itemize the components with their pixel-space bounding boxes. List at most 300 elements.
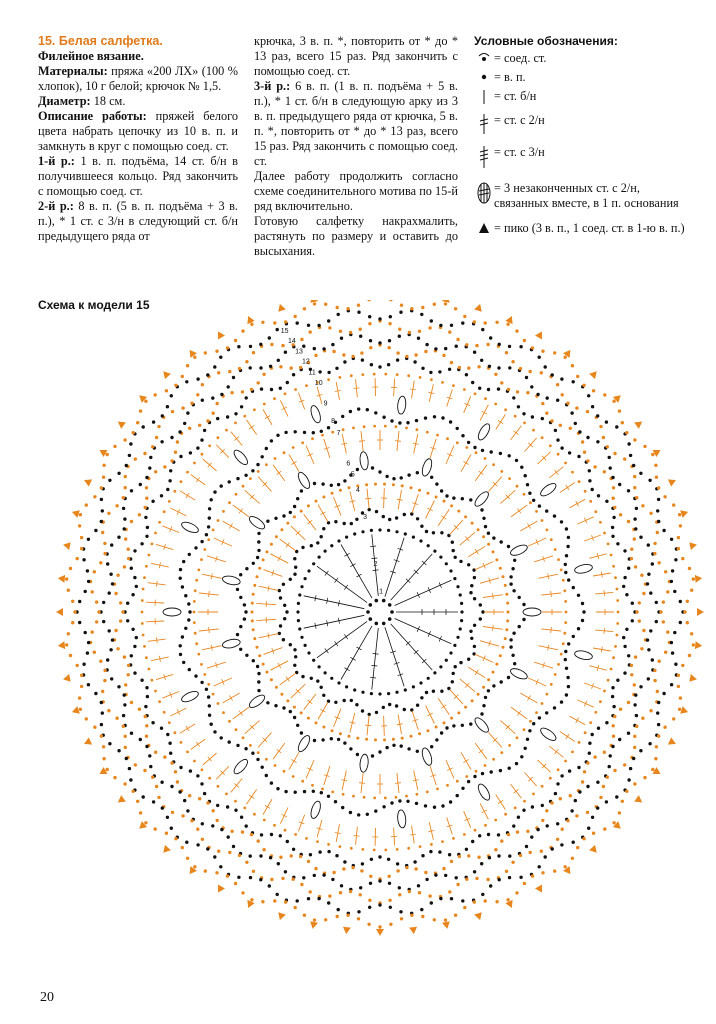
- chart-chain-arch: [613, 715, 616, 718]
- chart-chain-arch: [467, 780, 470, 783]
- chart-chain-arch: [154, 470, 157, 473]
- chart-chain-arch: [284, 900, 287, 903]
- chart-chain-arch: [452, 724, 455, 727]
- chart-chain-arch: [123, 693, 126, 696]
- chart-chain-arch: [313, 302, 316, 305]
- chart-chain-arch: [359, 893, 362, 896]
- chart-chain-arch: [340, 884, 343, 887]
- chart-treble-stitch: [371, 665, 377, 666]
- chart-chain-stitch: [396, 848, 399, 851]
- chart-chain-stitch: [158, 700, 161, 703]
- chart-chain-arch: [662, 692, 665, 695]
- chart-chain-arch: [609, 754, 612, 757]
- chart-chain-arch: [565, 667, 568, 670]
- chart-chain-arch: [133, 576, 136, 579]
- chart-chain-arch: [582, 837, 585, 840]
- chart-chain-arch: [216, 402, 219, 405]
- chart-chain-arch: [67, 589, 70, 592]
- chart-chain-arch: [508, 345, 511, 348]
- chart-chain-stitch: [234, 422, 237, 425]
- chart-chain-arch: [277, 862, 280, 865]
- chart-chain-stitch: [614, 576, 617, 579]
- chart-chain-arch: [550, 419, 553, 422]
- chart-treble-stitch: [304, 615, 365, 628]
- chart-chain-arch: [335, 367, 338, 370]
- chart-chain-stitch: [256, 575, 259, 578]
- chart-chain-arch: [226, 805, 229, 808]
- chart-chain-arch: [469, 722, 472, 725]
- chart-chain-stitch: [203, 673, 206, 676]
- chart-chain-arch: [519, 854, 522, 857]
- chart-chain-arch: [166, 733, 169, 736]
- chart-chain-arch: [184, 627, 187, 630]
- chart-chain-stitch: [439, 665, 442, 668]
- chart-chain-stitch: [361, 848, 364, 851]
- chart-chain-arch: [300, 883, 303, 886]
- chart-chain-arch: [103, 679, 106, 682]
- chart-chain-arch: [111, 582, 114, 585]
- chart-chain-arch: [299, 366, 302, 369]
- chart-chain-arch: [541, 350, 544, 353]
- chart-treble-stitch: [335, 641, 339, 646]
- chart-chain-stitch: [465, 446, 468, 449]
- chart-chain-arch: [583, 770, 586, 773]
- chart-chain-arch: [212, 412, 215, 415]
- chart-chain-stitch: [363, 796, 366, 799]
- chart-chain-arch: [211, 824, 214, 827]
- chart-chain-stitch: [193, 621, 196, 624]
- chart-chain-arch: [623, 576, 626, 579]
- chart-chain-arch: [80, 674, 83, 677]
- diameter-paragraph: Диаметр: 18 см.: [38, 94, 126, 108]
- chart-chain-arch: [205, 533, 208, 536]
- chart-chain-arch: [616, 542, 619, 545]
- chart-chain-stitch: [294, 833, 297, 836]
- chart-chain-arch: [71, 621, 74, 624]
- chart-chain-arch: [671, 569, 674, 572]
- chart-chain-arch: [270, 343, 273, 346]
- chart-chain-arch: [506, 898, 509, 901]
- chart-chain-arch: [508, 876, 511, 879]
- chart-chain-stitch: [584, 490, 587, 493]
- chart-chain-arch: [266, 520, 269, 523]
- chart-chain-arch: [596, 414, 599, 417]
- chart-chain-arch: [286, 840, 289, 843]
- chart-chain-arch: [592, 832, 595, 835]
- chart-chain-arch: [217, 371, 220, 374]
- chart-chain-arch: [331, 343, 334, 346]
- chart-picot: [342, 927, 351, 935]
- chart-chain-arch: [398, 799, 401, 802]
- chart-chain-stitch: [331, 791, 334, 794]
- chart-double-stitch: [230, 523, 233, 528]
- chart-chain-arch: [551, 847, 554, 850]
- chart-double-stitch: [551, 591, 552, 597]
- chart-chain-arch: [385, 746, 388, 749]
- chart-chain-arch: [182, 661, 185, 664]
- chart-chain-arch: [452, 672, 455, 675]
- chart-chain-arch: [257, 532, 260, 535]
- chart-chain-arch: [244, 474, 247, 477]
- chart-chain-arch: [80, 536, 83, 539]
- chart-chain-stitch: [208, 444, 211, 447]
- chart-chain-arch: [565, 527, 568, 530]
- chart-chain-arch: [378, 365, 381, 368]
- chart-chain-arch: [681, 557, 684, 560]
- chart-chain-arch: [343, 522, 346, 525]
- chart-chain-arch: [217, 850, 220, 853]
- chart-chain-stitch: [257, 470, 260, 473]
- chart-chain-arch: [163, 755, 166, 758]
- chart-treble-stitch: [370, 546, 376, 547]
- chart-chain-arch: [369, 882, 372, 885]
- chart-chain-arch: [575, 406, 578, 409]
- chart-chain-arch: [432, 531, 435, 534]
- chart-chain-stitch: [370, 692, 373, 695]
- chart-chain-stitch: [327, 378, 330, 381]
- chart-chain-arch: [520, 466, 523, 469]
- chart-chain-arch: [538, 356, 541, 359]
- chart-chain-stitch: [174, 731, 177, 734]
- chart-chain-arch: [196, 843, 199, 846]
- chart-chain-arch: [410, 914, 413, 917]
- chart-chain-stitch: [557, 663, 560, 666]
- chart-double-stitch: [463, 462, 468, 465]
- chart-chain-arch: [270, 878, 273, 881]
- chart-chain-arch: [487, 532, 490, 535]
- chart-chain-arch: [633, 703, 636, 706]
- chart-chain-arch: [101, 531, 104, 534]
- chart-chain-arch: [276, 787, 279, 790]
- chart-chain-stitch: [384, 797, 387, 800]
- chart-chain-arch: [586, 785, 589, 788]
- round3-paragraph: 3-й р.: 6 в. п. (1 в. п. подъёма + 5 в. п.), * 1 ст. б/н в следующую арку из 3 в. п. предыдущего ряда от крючка, 5 в. п. *, повторить от * до * 13 раз, всего 15 раз. Ряд закончить с помощью соед. ст.: [254, 79, 458, 168]
- chart-chain-arch: [497, 387, 500, 390]
- chart-chain-arch: [266, 701, 269, 704]
- chart-chain-arch: [454, 665, 457, 668]
- chart-chain-arch: [664, 570, 667, 573]
- chart-chain-stitch: [453, 577, 456, 580]
- chart-chain-arch: [670, 580, 673, 583]
- chart-chain-stitch: [327, 843, 330, 846]
- chart-chain-arch: [461, 899, 464, 902]
- page-title: 15. Белая салфетка.: [38, 34, 163, 48]
- chart-cluster: [473, 490, 491, 509]
- chart-chain-arch: [133, 645, 136, 648]
- chart-chain-arch: [651, 658, 654, 661]
- chart-chain-arch: [360, 351, 363, 354]
- chart-chain-stitch: [494, 403, 497, 406]
- chart-chain-stitch: [316, 840, 319, 843]
- chart-chain-stitch: [504, 584, 507, 587]
- chart-chain-arch: [657, 723, 660, 726]
- chart-chain-arch: [91, 590, 94, 593]
- chart-chain-arch: [232, 845, 235, 848]
- chart-chain-arch: [566, 545, 569, 548]
- legend-item: = соед. ст.: [474, 51, 696, 66]
- chart-chain-arch: [206, 373, 209, 376]
- chart-chain-arch: [284, 431, 287, 434]
- chart-chain-arch: [511, 360, 514, 363]
- chart-chain-arch: [608, 765, 611, 768]
- chart-chain-arch: [526, 738, 529, 741]
- chart-chain-arch: [206, 801, 209, 804]
- chart-chain-arch: [357, 407, 360, 410]
- chart-chain-arch: [292, 373, 295, 376]
- chart-chain-arch: [296, 321, 299, 324]
- chart-chain-arch: [188, 427, 191, 430]
- chart-chain-arch: [641, 717, 644, 720]
- chart-chain-arch: [515, 459, 518, 462]
- chart-chain-arch: [591, 488, 594, 491]
- chart-chain-stitch: [616, 599, 619, 602]
- chart-double-stitch: [156, 637, 157, 643]
- chart-chain-arch: [343, 860, 346, 863]
- chart-chain-arch: [461, 321, 464, 324]
- chart-chain-arch: [382, 515, 385, 518]
- chart-chain-arch: [586, 410, 589, 413]
- chart-chain-arch: [648, 742, 651, 745]
- chart-chain-arch: [206, 419, 209, 422]
- chart-chain-arch: [565, 554, 568, 557]
- chart-chain-stitch: [453, 644, 456, 647]
- chart-picot: [634, 795, 644, 806]
- chart-chain-stitch: [516, 736, 519, 739]
- chart-chain-arch: [282, 514, 285, 517]
- chart-chain-arch: [369, 875, 372, 878]
- chart-chain-arch: [203, 429, 206, 432]
- chart-chain-arch: [220, 484, 223, 487]
- chart-chain-arch: [578, 430, 581, 433]
- chart-chain-arch: [200, 438, 203, 441]
- chart-chain-arch: [239, 573, 242, 576]
- chart-chain-stitch: [375, 622, 379, 626]
- chart-chain-arch: [226, 415, 229, 418]
- chart-chain-arch: [213, 730, 216, 733]
- chart-chain-arch: [244, 747, 247, 750]
- chart-chain-arch: [230, 391, 233, 394]
- chart-chain-stitch: [465, 775, 468, 778]
- chart-chain-stitch: [180, 480, 183, 483]
- chart-chain-arch: [161, 806, 164, 809]
- chart-chain-arch: [392, 477, 395, 480]
- chart-chain-arch: [324, 303, 327, 306]
- chart-chain-arch: [512, 589, 515, 592]
- chart-chain-stitch: [396, 373, 399, 376]
- chart-chain-stitch: [300, 510, 303, 513]
- chart-treble-stitch: [372, 628, 379, 690]
- chart-chain-arch: [481, 772, 484, 775]
- chart-treble-stitch: [317, 621, 367, 657]
- chart-chain-arch: [564, 650, 567, 653]
- chart-chain-arch: [334, 701, 337, 704]
- chart-chain-arch: [174, 384, 177, 387]
- chart-chain-arch: [657, 701, 660, 704]
- chart-chain-arch: [545, 509, 548, 512]
- chart-chain-arch: [500, 540, 503, 543]
- chart-chain-arch: [327, 795, 330, 798]
- chart-double-stitch: [156, 581, 157, 587]
- chart-chain-arch: [646, 638, 649, 641]
- chart-chain-stitch: [419, 376, 422, 379]
- chart-chain-stitch: [273, 397, 276, 400]
- chart-chain-arch: [629, 454, 632, 457]
- chart-chain-stitch: [180, 741, 183, 744]
- chart-chain-arch: [421, 854, 424, 857]
- chart-chain-stitch: [154, 690, 157, 693]
- chart-chain-arch: [439, 897, 442, 900]
- chart-chain-arch: [359, 328, 362, 331]
- chart-chain-stitch: [258, 654, 261, 657]
- chart-chain-arch: [140, 679, 143, 682]
- chart-double-stitch: [209, 591, 210, 597]
- chart-chain-arch: [670, 538, 673, 541]
- chart-chain-arch: [632, 464, 635, 467]
- chart-chain-arch: [65, 643, 68, 646]
- chart-chain-arch: [320, 535, 323, 538]
- chart-chain-arch: [525, 376, 528, 379]
- chart-chain-arch: [174, 770, 177, 773]
- chart-chain-arch: [571, 857, 574, 860]
- chart-chain-arch: [123, 517, 126, 520]
- chart-chain-arch: [160, 494, 163, 497]
- chart-chain-arch: [157, 796, 160, 799]
- chart-chain-stitch: [253, 408, 256, 411]
- chart-chain-arch: [99, 660, 102, 663]
- chart-chain-arch: [123, 782, 126, 785]
- chart-chain-arch: [619, 513, 622, 516]
- chart-chain-stitch: [430, 378, 433, 381]
- chart-chain-arch: [239, 596, 242, 599]
- chart-chain-arch: [480, 359, 483, 362]
- chart-chain-arch: [570, 809, 573, 812]
- chart-chain-arch: [611, 476, 614, 479]
- chart-chain-stitch: [315, 721, 318, 724]
- chart-chain-arch: [382, 706, 385, 709]
- chart-chain-stitch: [416, 428, 419, 431]
- chart-chain-arch: [102, 757, 105, 760]
- chart-double-stitch: [320, 512, 325, 515]
- chart-chain-arch: [481, 328, 484, 331]
- chart-chain-arch: [603, 393, 606, 396]
- chart-chain-arch: [339, 330, 342, 333]
- chart-chain-arch: [382, 805, 385, 808]
- chart-chain-arch: [302, 345, 305, 348]
- chart-chain-arch: [615, 795, 618, 798]
- chart-chain-arch: [522, 603, 525, 606]
- chart-chain-arch: [213, 490, 216, 493]
- chart-chain-arch: [633, 517, 636, 520]
- chart-double-stitch: [286, 677, 290, 682]
- chart-chain-stitch: [243, 415, 246, 418]
- chart-chain-arch: [511, 654, 514, 657]
- chart-chain-arch: [200, 681, 203, 684]
- chart-chain-arch: [327, 371, 330, 374]
- chart-chain-stitch: [373, 373, 376, 376]
- chart-chain-arch: [126, 619, 129, 622]
- chart-chain-arch: [400, 917, 403, 920]
- chart-chain-stitch: [492, 671, 495, 674]
- chart-chain-stitch: [563, 589, 566, 592]
- chart-chain-arch: [506, 323, 509, 326]
- chart-chain-arch: [130, 567, 133, 570]
- chart-chain-arch: [336, 306, 339, 309]
- chart-chain-arch: [294, 906, 297, 909]
- chart-chain-arch: [250, 833, 253, 836]
- chart-chain-arch: [117, 472, 120, 475]
- chart-chain-stitch: [523, 728, 526, 731]
- chart-chain-arch: [273, 321, 276, 324]
- chart-chain-arch: [651, 768, 654, 771]
- chart-chain-arch: [320, 430, 323, 433]
- chart-chain-arch: [461, 787, 464, 790]
- chart-chain-arch: [424, 871, 427, 874]
- chart-chain-stitch: [459, 627, 462, 630]
- chart-picot: [689, 541, 698, 550]
- chart-chain-arch: [251, 752, 254, 755]
- chart-chain-arch: [605, 420, 608, 423]
- chart-chain-arch: [241, 329, 244, 332]
- chart-chain-arch: [256, 556, 259, 559]
- chart-chain-stitch: [464, 706, 467, 709]
- chart-chain-stitch: [464, 515, 467, 518]
- chart-chain-stitch: [186, 471, 189, 474]
- chart-double-stitch: [555, 470, 559, 475]
- chart-chain-stitch: [562, 642, 565, 645]
- chart-chain-arch: [418, 330, 421, 333]
- chart-chain-stitch: [143, 645, 146, 648]
- chart-chain-stitch: [280, 528, 283, 531]
- chart-chain-arch: [400, 476, 403, 479]
- chart-chain-arch: [115, 717, 118, 720]
- chart-chain-arch: [574, 799, 577, 802]
- chart-chain-stitch: [384, 373, 387, 376]
- chart-chain-arch: [452, 496, 455, 499]
- chart-chain-arch: [249, 876, 252, 879]
- chart-chain-stitch: [492, 463, 495, 466]
- chart-chain-stitch: [318, 556, 321, 559]
- chart-chain-arch: [145, 745, 148, 748]
- chart-chain-stitch: [471, 522, 474, 525]
- chart-chain-arch: [611, 745, 614, 748]
- chart-treble-stitch: [335, 578, 339, 583]
- chart-chain-stitch: [427, 677, 430, 680]
- chart-chain-arch: [469, 498, 472, 501]
- chart-chain-stitch: [168, 500, 171, 503]
- chart-chain-arch: [673, 631, 676, 634]
- chart-double-stitch: [249, 795, 254, 799]
- chart-chain-arch: [322, 694, 325, 697]
- chart-cluster: [473, 716, 491, 735]
- chart-chain-arch: [146, 695, 149, 698]
- chart-chain-arch: [309, 853, 312, 856]
- chart-chain-stitch: [141, 599, 144, 602]
- chart-chain-arch: [245, 654, 248, 657]
- chart-chain-arch: [497, 833, 500, 836]
- chart-chain-arch: [651, 562, 654, 565]
- chart-chain-arch: [78, 524, 81, 527]
- chart-chain-arch: [292, 848, 295, 851]
- chart-chain-arch: [350, 699, 353, 702]
- chart-chain-arch: [339, 891, 342, 894]
- chart-chain-arch: [517, 816, 520, 819]
- chart-chain-arch: [174, 451, 177, 454]
- chart-chain-arch: [467, 366, 470, 369]
- chart-chain-arch: [599, 425, 602, 428]
- chart-double-stitch: [551, 627, 552, 633]
- chart-chain-arch: [313, 739, 316, 742]
- chart-picot: [409, 927, 418, 935]
